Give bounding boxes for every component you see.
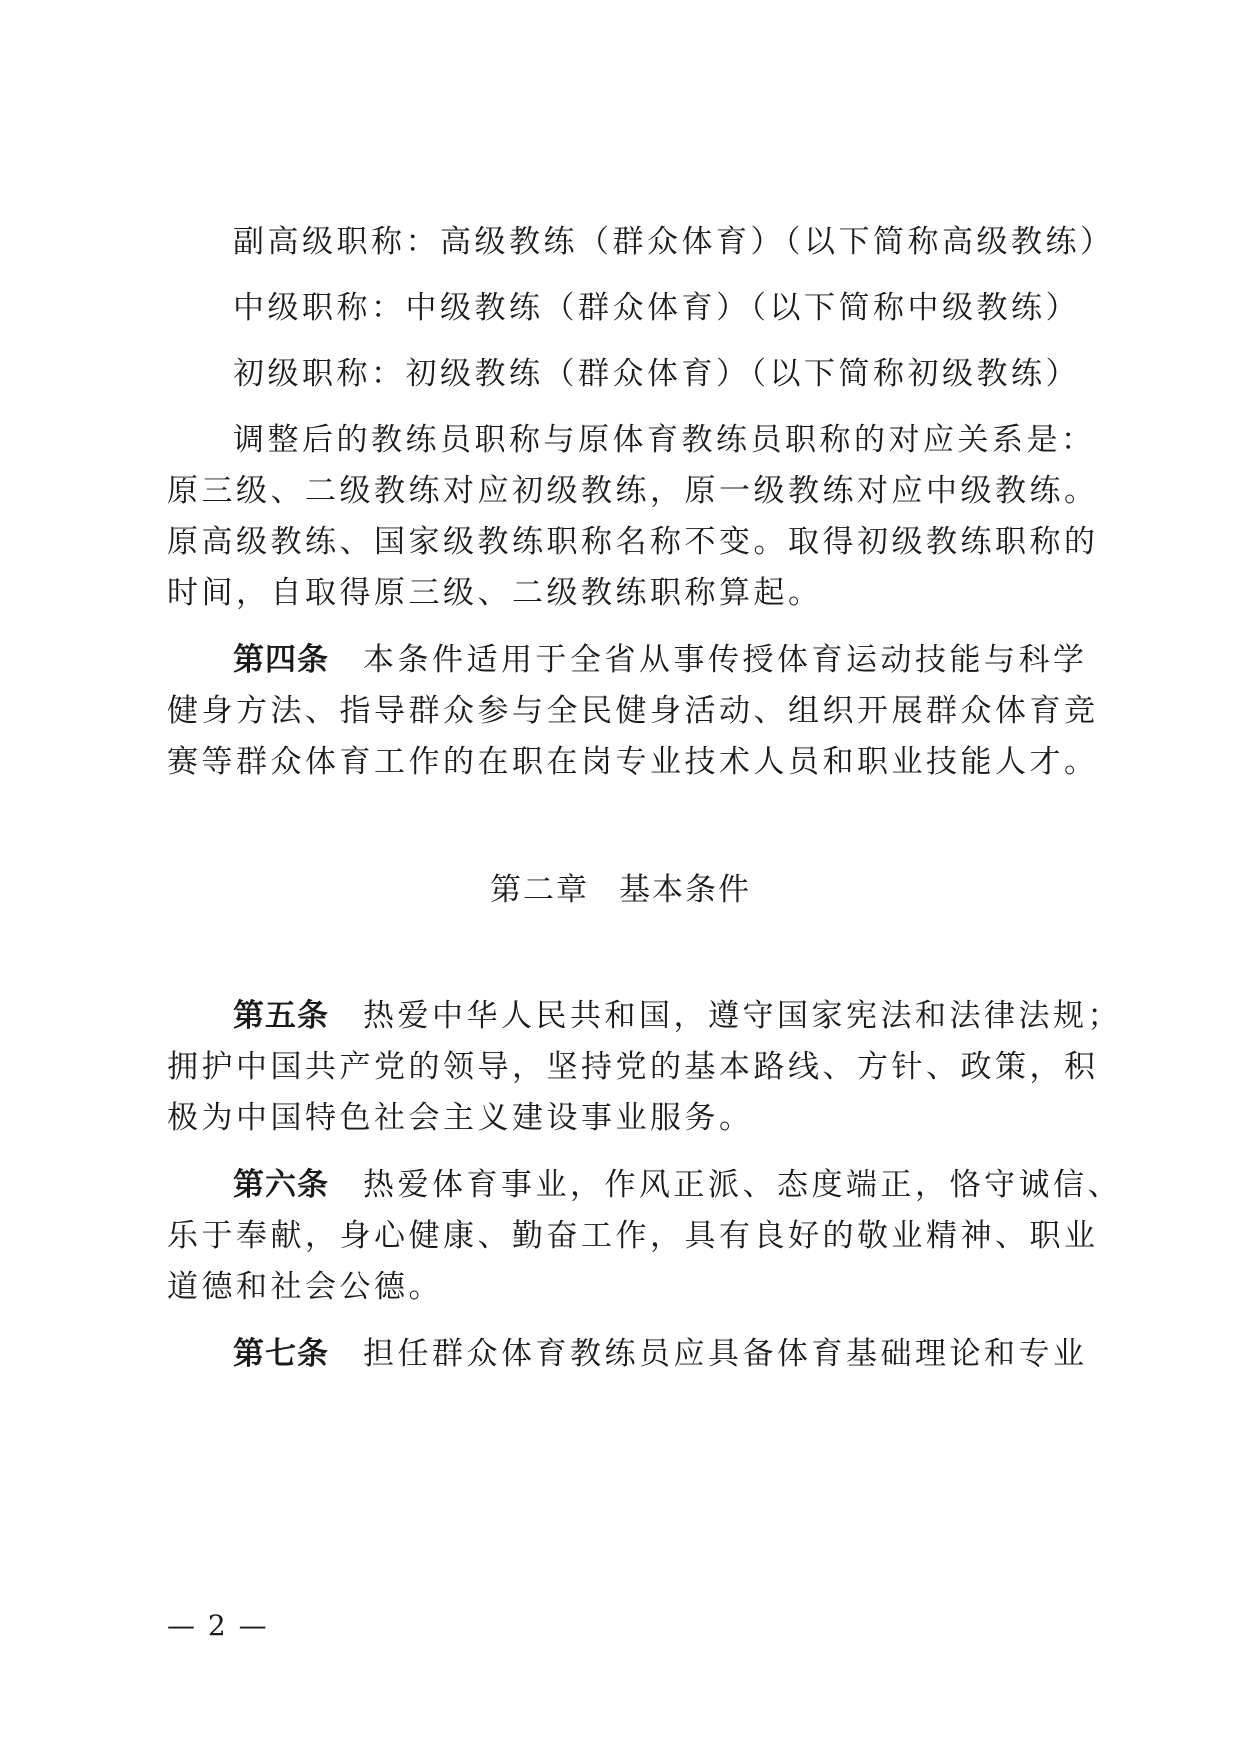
mapping-paragraph-line: 时间，自取得原三级、二级教练职称算起。	[167, 575, 823, 611]
article-7-number: 第七条	[233, 1336, 329, 1372]
article-5-text: 热爱中华人民共和国，遵守国家宪法和法律法规；	[363, 998, 1122, 1034]
article-5-first-line	[233, 996, 1143, 1036]
article-4-text: 本条件适用于全省从事传授体育运动技能与科学	[363, 642, 1088, 678]
article-6-line: 乐于奉献，身心健康、勤奋工作，具有良好的敬业精神、职业	[167, 1218, 1099, 1254]
article-6-first-line	[233, 1165, 1143, 1205]
article-6-line: 道德和社会公德。	[167, 1269, 443, 1305]
page-number: — 2 —	[167, 1609, 269, 1642]
article-4-number: 第四条	[233, 642, 329, 678]
mapping-paragraph-line: 原高级教练、国家级教练职称名称不变。取得初级教练职称的	[167, 524, 1099, 560]
mapping-paragraph-line: 原三级、二级教练对应初级教练，原一级教练对应中级教练。	[167, 473, 1099, 509]
article-6-text: 热爱体育事业，作风正派、态度端正，恪守诚信、	[363, 1167, 1122, 1203]
article-7-first-line	[233, 1334, 1143, 1374]
article-7-text: 担任群众体育教练员应具备体育基础理论和专业	[363, 1336, 1088, 1372]
article-5-number: 第五条	[233, 998, 329, 1034]
article-4-first-line	[233, 640, 1143, 680]
article-5-line: 极为中国特色社会主义建设事业服务。	[167, 1100, 754, 1136]
title-line-senior: 副高级职称：高级教练（群众体育）（以下简称高级教练）	[233, 224, 1115, 260]
chapter-number: 第二章	[490, 872, 589, 908]
title-line-junior: 初级职称：初级教练（群众体育）（以下简称初级教练）	[233, 356, 1080, 392]
article-4-line: 赛等群众体育工作的在职在岗专业技术人员和职业技能人才。	[167, 744, 1099, 780]
mapping-paragraph-line: 调整后的教练员职称与原体育教练员职称的对应关系是：	[233, 422, 1096, 458]
article-5-line: 拥护中国共产党的领导，坚持党的基本路线、方针、政策，积	[167, 1049, 1099, 1085]
article-6-number: 第六条	[233, 1167, 329, 1203]
title-line-intermediate: 中级职称：中级教练（群众体育）（以下简称中级教练）	[233, 290, 1080, 326]
chapter-title: 基本条件	[619, 872, 751, 908]
article-4-line: 健身方法、指导群众参与全民健身活动、组织开展群众体育竞	[167, 693, 1099, 729]
chapter-heading	[0, 870, 1241, 910]
